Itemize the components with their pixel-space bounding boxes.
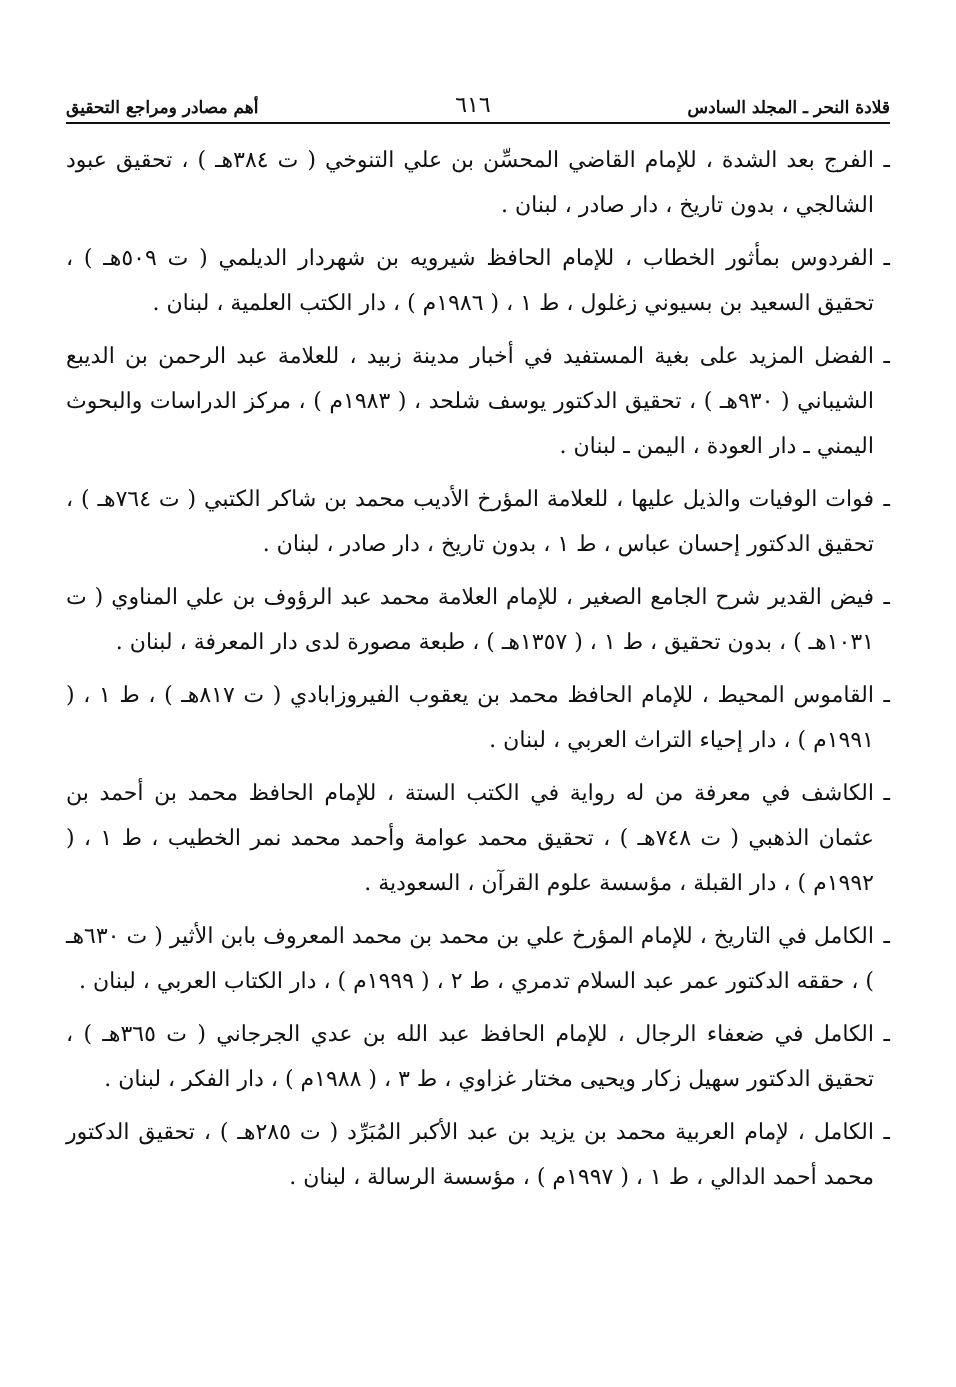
bibliography-entry: ـ الكامل في ضعفاء الرجال ، للإمام الحافظ عبد الله بن عدي الجرجاني ( ت ٣٦٥هـ ) ، تحقيق الدكتور سهيل زكار ويحيى مختار غزاوي ، ط ٣ ، ( ١٩٨٨م ) ، دار الفكر ، لبنان . [66, 1012, 890, 1102]
bibliography-entry: ـ الكامل ، لإمام العربية محمد بن يزيد بن عبد الأكبر المُبَرِّد ( ت ٢٨٥هـ ) ، تحقيق الدكتور محمد أحمد الدالي ، ط ١ ، ( ١٩٩٧م ) ، مؤسسة الرسالة ، لبنان . [66, 1110, 890, 1200]
bibliography-list [66, 138, 890, 1208]
page-header [66, 82, 890, 124]
bibliography-entry: ـ القاموس المحيط ، للإمام الحافظ محمد بن يعقوب الفيروزابادي ( ت ٨١٧هـ ) ، ط ١ ، ( ١٩٩١م ) ، دار إحياء التراث العربي ، لبنان . [66, 673, 890, 763]
bibliography-entry: ـ فوات الوفيات والذيل عليها ، للعلامة المؤرخ الأديب محمد بن شاكر الكتبي ( ت ٧٦٤هـ ) ، تحقيق الدكتور إحسان عباس ، ط ١ ، بدون تاريخ ، دار صادر ، لبنان . [66, 477, 890, 567]
bibliography-entry: ـ الفردوس بمأثور الخطاب ، للإمام الحافظ شيرويه بن شهردار الديلمي ( ت ٥٠٩هـ ) ، تحقيق السعيد بن بسيوني زغلول ، ط ١ ، ( ١٩٨٦م ) ، دار الكتب العلمية ، لبنان . [66, 236, 890, 326]
bibliography-entry: ـ الكامل في التاريخ ، للإمام المؤرخ علي بن محمد بن محمد المعروف بابن الأثير ( ت ٦٣٠هـ ) ، حققه الدكتور عمر عبد السلام تدمري ، ط ٢ ، ( ١٩٩٩م ) ، دار الكتاب العربي ، لبنان . [66, 914, 890, 1004]
section-title: أهم مصادر ومراجع التحقيق [66, 98, 259, 118]
page-number: ٦١٦ [455, 93, 491, 118]
bibliography-entry: ـ فيض القدير شرح الجامع الصغير ، للإمام العلامة محمد عبد الرؤوف بن علي المناوي ( ت ١٠٣١هـ ) ، بدون تحقيق ، ط ١ ، ( ١٣٥٧هـ ) ، طبعة مصورة لدى دار المعرفة ، لبنان . [66, 575, 890, 665]
bibliography-entry: ـ الفرج بعد الشدة ، للإمام القاضي المحسِّن بن علي التنوخي ( ت ٣٨٤هـ ) ، تحقيق عبود الشالجي ، بدون تاريخ ، دار صادر ، لبنان . [66, 138, 890, 228]
book-title: قلادة النحر ـ المجلد السادس [687, 98, 890, 118]
bibliography-entry: ـ الكاشف في معرفة من له رواية في الكتب الستة ، للإمام الحافظ محمد بن أحمد بن عثمان الذهبي ( ت ٧٤٨هـ ) ، تحقيق محمد عوامة وأحمد محمد نمر الخطيب ، ط ١ ، ( ١٩٩٢م ) ، دار القبلة ، مؤسسة علوم القرآن ، السعودية . [66, 771, 890, 906]
bibliography-entry: ـ الفضل المزيد على بغية المستفيد في أخبار مدينة زبيد ، للعلامة عبد الرحمن بن الديبع الشيباني ( ٩٣٠هـ ) ، تحقيق الدكتور يوسف شلحد ، ( ١٩٨٣م ) ، مركز الدراسات والبحوث اليمني ـ دار العودة ، اليمن ـ لبنان . [66, 334, 890, 469]
